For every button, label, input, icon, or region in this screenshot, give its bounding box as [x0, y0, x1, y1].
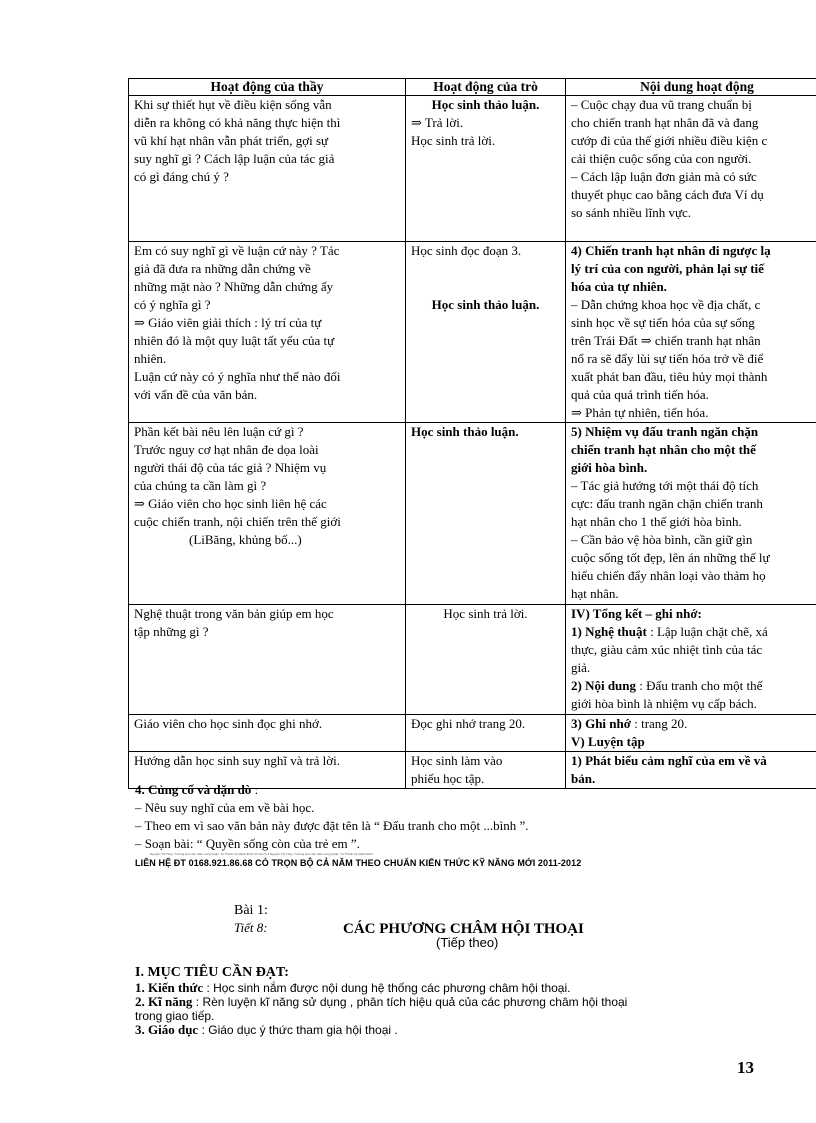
objective-text: : Giáo dục ý thức tham gia hội thoại . — [201, 1023, 398, 1037]
text-line: thuyết phục cao bằng cách đưa Ví dụ — [571, 187, 764, 202]
text-line: diễn ra không có khả năng thực hiện thì — [134, 115, 341, 130]
text-line: ⇒ Phản tự nhiên, tiến hóa. — [571, 405, 709, 420]
text-line: cực: đấu tranh ngăn chặn chiến tranh — [571, 496, 763, 511]
table-row — [129, 715, 816, 752]
text-line: nhiên đó là một quy luật tất yếu của tự — [134, 333, 335, 348]
text-line: – Cách lập luận đơn giản mà có sức — [571, 169, 757, 184]
teacher-cell — [129, 423, 406, 605]
text-line: giới hòa bình là nhiệm vụ cấp bách. — [571, 696, 757, 711]
objective-text: : Học sinh nắm được nội dung hệ thống các phương châm hội thoại. — [206, 981, 571, 995]
art-label: 1) Nghệ thuật — [571, 624, 647, 639]
text-line: Học sinh trả lời. — [411, 133, 496, 148]
text-line: Em có suy nghĩ gì về luận cứ này ? Tác — [134, 243, 340, 258]
text-line: của chúng ta cần làm gì ? — [134, 478, 267, 493]
text-line: Học sinh đọc đoạn 3. — [411, 243, 522, 258]
text-line: so sánh nhiều lĩnh vực. — [571, 205, 692, 220]
teacher-cell — [129, 605, 406, 715]
text-line: Hướng dẫn học sinh suy nghĩ và trả lời. — [134, 753, 341, 768]
content-cell: 3) Ghi nhớ : trang 20. V) Luyện tập — [566, 715, 816, 752]
list-item: – Theo em vì sao văn bản này được đặt tên là “ Đấu tranh cho một ...bình ”. — [135, 818, 529, 833]
text-line: ⇒ Trả lời. — [411, 115, 464, 130]
header-student: Hoạt động của trò — [406, 79, 566, 96]
student-cell — [406, 96, 566, 242]
text-line: Nghệ thuật trong văn bản giúp em học — [134, 606, 334, 621]
text-line: hiếu chiến đẩy nhân loại vào thảm họ — [571, 568, 766, 583]
text-line: ⇒ Giáo viên cho học sinh liên hệ các — [134, 496, 327, 511]
text-line: giả. — [571, 660, 591, 675]
page-number: 13 — [737, 1058, 754, 1077]
text-line: hạt nhân. — [571, 586, 619, 601]
text-line: Luận cứ này có ý nghĩa như thế nào đối — [134, 369, 341, 384]
lesson-activity-table — [128, 78, 816, 789]
teacher-cell — [129, 715, 406, 752]
text-line: trang 20. — [641, 716, 688, 731]
section-heading: 5) Nhiệm vụ đấu tranh ngăn chặn — [571, 424, 759, 439]
section-heading: V) Luyện tập — [571, 734, 645, 749]
teacher-cell — [129, 242, 406, 423]
teacher-cell — [129, 96, 406, 242]
section-heading: giới hòa bình. — [571, 460, 648, 475]
text-line: cướp đi của thế giới nhiều điều kiện c — [571, 133, 768, 148]
header-content: Nội dung hoạt động — [566, 79, 816, 96]
period-number: Tiết 8: — [234, 920, 268, 935]
list-item: – Nêu suy nghĩ của em về bài học. — [135, 800, 315, 815]
text-line: Lập luận chặt chẽ, xá — [656, 624, 768, 639]
text-line: cuộc sống tốt đẹp, lên án những thế lự — [571, 550, 770, 565]
text-line: có gì đáng chú ý ? — [134, 169, 229, 184]
objectives-heading: I. MỤC TIÊU CẦN ĐẠT: — [135, 965, 289, 980]
text-line: Học sinh thảo luận. — [431, 97, 540, 112]
section-heading: lý trí của con người, phản lại sự tiế — [571, 261, 764, 276]
section-heading: IV) Tổng kết – ghi nhớ: — [571, 606, 702, 621]
text-line: hạt nhân cho 1 thế giới hòa bình. — [571, 514, 742, 529]
lesson-number: Bài 1: — [234, 903, 268, 918]
text-line: nhiên. — [134, 351, 167, 366]
text-line: Giáo viên cho học sinh đọc ghi nhớ. — [134, 716, 323, 731]
tiny-watermark-line: Nguyễn Thị Thúy, Trường Học vân Cẩm Long Quận, Tp Thành Kỳ Mạnh Đình Ch hội ch 4 Nguyễn Thị Thúy, Trường Học vân Cẩm Long Quận, Tp Thành Kỳ Mạnh Đình — [150, 852, 374, 856]
objective-label: 1. Kiến thức — [135, 980, 204, 995]
text-line: với vấn đề của văn bản. — [134, 387, 258, 402]
text-line: nổ ra sẽ đẩy lùi sự tiến hóa trở về điể — [571, 351, 764, 366]
table-header-row — [129, 79, 816, 96]
student-cell — [406, 242, 566, 423]
text-line: giả đã đưa ra những dẫn chứng về — [134, 261, 311, 276]
table-row — [129, 605, 816, 715]
text-line: Trước nguy cơ hạt nhân đe dọa loài — [134, 442, 319, 457]
contact-line: LIÊN HỆ ĐT 0168.921.86.68 CÓ TRỌN BỘ CẢ NĂM THEO CHUẨN KIẾN THỨC KỸ NĂNG MỚI 2011-2012 — [135, 858, 582, 868]
text-line: Khi sự thiết hụt về điều kiện sống vẫn — [134, 97, 332, 112]
text-line: (LiBăng, khủng bố...) — [189, 532, 302, 547]
text-line: xuất phát ban đầu, tiêu hủy mọi thành — [571, 369, 768, 384]
objective-label: 3. Giáo dục — [135, 1022, 199, 1037]
text-line: Học sinh trả lời. — [443, 606, 528, 621]
objective-text: : Rèn luyện kĩ năng sử dụng , phân tích hiệu quả của các phương châm hội thoại — [195, 995, 628, 1009]
text-line: suy nghĩ gì ? Cách lập luận của tác giả — [134, 151, 335, 166]
spacer — [411, 260, 560, 296]
text-line: tập những gì ? — [134, 624, 209, 639]
text-line: ⇒ Giáo viên giải thích : lý trí của tự — [134, 315, 322, 330]
table-row — [129, 96, 816, 242]
text-line: cho chiến tranh hạt nhân đã và đang — [571, 115, 759, 130]
text-line: – Tác giả hướng tới một thái độ tích — [571, 478, 759, 493]
content-cell — [566, 96, 816, 242]
text-line: cải thiện cuộc sống của con người. — [571, 151, 752, 166]
text-line: – Dẫn chứng khoa học về địa chất, c — [571, 297, 761, 312]
section-heading: hóa của tự nhiên. — [571, 279, 667, 294]
text-line: trên Trái Đất ⇒ chiến tranh hạt nhân — [571, 333, 761, 348]
section-heading: chiến tranh hạt nhân cho một thế — [571, 442, 756, 457]
consolidation-title: 4. Củng cố và dặn dò — [135, 782, 252, 797]
section-heading: bản. — [571, 771, 596, 786]
objectives-list — [135, 981, 627, 1037]
table-row — [129, 423, 816, 605]
text-line: người thái độ của tác giả ? Nhiệm vụ — [134, 460, 327, 475]
text-line: thực, giàu cảm xúc nhiệt tình của tác — [571, 642, 763, 657]
student-cell — [406, 715, 566, 752]
content-cell — [566, 423, 816, 605]
section-heading: 4) Chiến tranh hạt nhân đi ngược lạ — [571, 243, 771, 258]
objective-label: 2. Kĩ năng — [135, 994, 193, 1009]
student-cell — [406, 423, 566, 605]
section-heading: 1) Phát biểu cảm nghĩ của em về và — [571, 753, 767, 768]
text-line: Đọc ghi nhớ trang 20. — [411, 716, 526, 731]
text-line: vũ khí hạt nhân vẫn phát triển, gợi sự — [134, 133, 329, 148]
student-cell — [406, 605, 566, 715]
text-line: Phần kết bài nêu lên luận cứ gì ? — [134, 424, 304, 439]
text-line: cuộc chiến tranh, nội chiến trên thế giới — [134, 514, 341, 529]
consolidation-section: 4. Củng cố và dặn dò : – Nêu suy nghĩ của em về bài học. – Theo em vì sao văn bản này được đặt tên là “ Đấu tranh cho một ...bình ”. – Soạn bài: “ Quyền sống còn của trẻ em ”. — [135, 781, 785, 853]
table-row — [129, 242, 816, 423]
text-line: quả của quá trình tiến hóa. — [571, 387, 709, 402]
content-cell: IV) Tổng kết – ghi nhớ: 1) Nghệ thuật : Lập luận chặt chẽ, xá thực, giàu cảm xúc nhiệt tình của tác giả. 2) Nội dung : Đấu tranh cho một thế giới hòa bình là nhiệm vụ cấp bách. — [566, 605, 816, 715]
lesson-subtitle: (Tiếp theo) — [436, 935, 499, 950]
text-line: – Cần bảo vệ hòa bình, cần giữ gìn — [571, 532, 753, 547]
lesson-title: CÁC PHƯƠNG CHÂM HỘI THOẠI — [343, 921, 584, 937]
text-line: Đấu tranh cho một thế — [646, 678, 763, 693]
content-cell — [566, 242, 816, 423]
header-teacher: Hoạt động của thầy — [129, 79, 406, 96]
text-line: Học sinh làm vào — [411, 753, 503, 768]
text-line: Học sinh thảo luận. — [411, 424, 519, 439]
content-label: 2) Nội dung — [571, 678, 637, 693]
memo-label: 3) Ghi nhớ — [571, 716, 631, 731]
text-line: Học sinh thảo luận. — [431, 297, 540, 312]
list-item: – Soạn bài: “ Quyền sống còn của trẻ em ”. — [135, 836, 360, 851]
text-line: những mặt nào ? Những dẫn chứng ấy — [134, 279, 334, 294]
objective-text: trong giao tiếp. — [135, 1009, 215, 1023]
text-line: sinh học về sự tiến hóa của sự sống — [571, 315, 755, 330]
text-line: có ý nghĩa gì ? — [134, 297, 211, 312]
text-line: – Cuộc chạy đua vũ trang chuẩn bị — [571, 97, 752, 112]
text-line: phiếu học tập. — [411, 771, 485, 786]
